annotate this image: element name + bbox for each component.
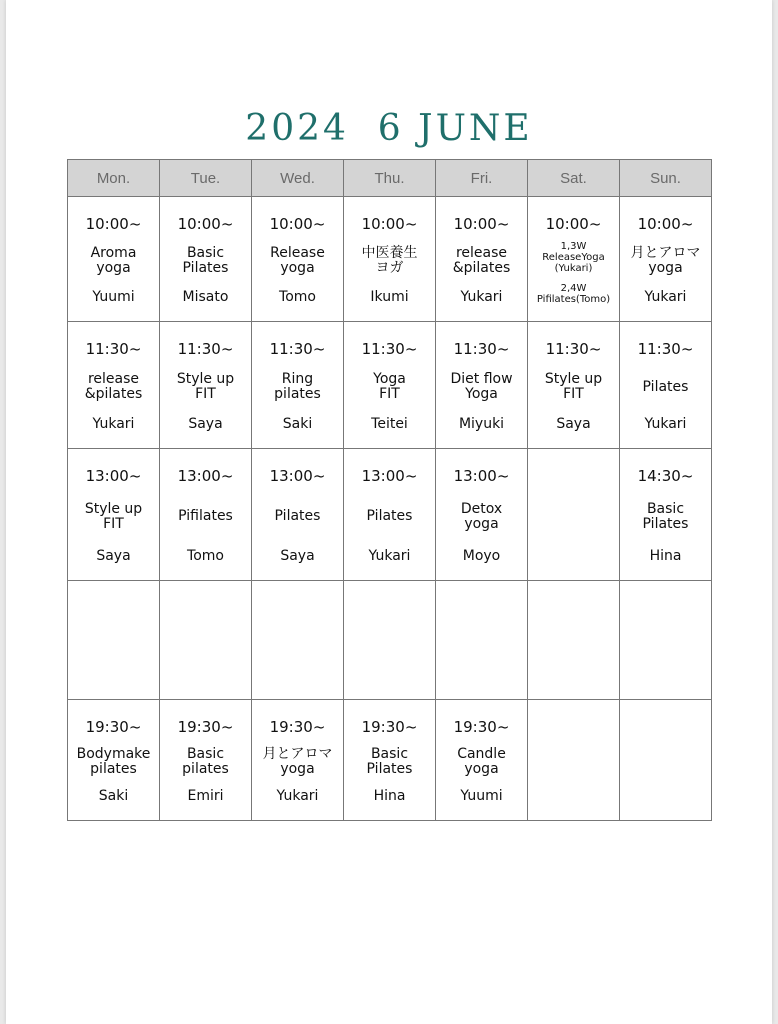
class-name: Yoga FIT [373, 371, 406, 402]
schedule-cell-sat [528, 581, 620, 700]
class-time: 19:30~ [361, 718, 418, 736]
schedule-cell-fri [436, 581, 528, 700]
schedule-cell-sat [528, 197, 620, 322]
class-name: 月とアロマ yoga [262, 746, 333, 777]
page-title: 2024 6 JUNE [245, 108, 533, 149]
schedule-table [67, 159, 712, 821]
schedule-cell-sun [620, 449, 712, 581]
schedule-cell-mon [68, 700, 160, 821]
schedule-cell-wed [252, 700, 344, 821]
day-header-row [68, 160, 712, 197]
schedule-cell-fri [436, 322, 528, 449]
instructor-name: Saya [188, 416, 223, 432]
instructor-name: Misato [182, 289, 229, 305]
instructor-name: Saya [556, 416, 591, 432]
schedule-cell-mon [68, 197, 160, 322]
schedule-row [68, 581, 712, 700]
instructor-name: Miyuki [458, 416, 505, 432]
class-time: 19:30~ [453, 718, 510, 736]
instructor-name: Yukari [368, 548, 411, 564]
schedule-cell-sun [620, 322, 712, 449]
instructor-name: Yuumi [92, 289, 135, 305]
class-name: Style up FIT [84, 500, 143, 532]
schedule-cell-tue [160, 322, 252, 449]
instructor-name: Saya [280, 548, 315, 564]
class-name: Pilates [642, 378, 689, 395]
instructor-name: Hina [373, 788, 406, 804]
instructor-name: Saki [282, 416, 313, 432]
class-time: 11:30~ [85, 340, 142, 358]
schedule-cell-thu [344, 197, 436, 322]
schedule-cell-mon [68, 322, 160, 449]
class-name: 月とアロマ yoga [630, 245, 701, 276]
class-time: 13:00~ [177, 467, 234, 485]
class-name: release &pilates [84, 371, 143, 402]
schedule-cell-sun [620, 581, 712, 700]
class-name: Pilates [366, 508, 413, 524]
class-time: 19:30~ [269, 718, 326, 736]
instructor-name: Tomo [187, 548, 224, 564]
class-name: Basic Pilates [642, 500, 689, 532]
class-name: Candle yoga [457, 746, 506, 777]
class-time: 13:00~ [269, 467, 326, 485]
instructor-name: Yukari [92, 416, 135, 432]
instructor-name: Moyo [462, 548, 501, 564]
day-header-mon: Mon. [68, 160, 160, 197]
day-header-sun: Sun. [620, 160, 712, 197]
schedule-cell-mon [68, 581, 160, 700]
class-time: 14:30~ [637, 467, 694, 485]
instructor-name: Yukari [276, 788, 319, 804]
instructor-name: Yukari [644, 289, 687, 305]
class-name: Detox yoga [460, 500, 503, 532]
class-time: 11:30~ [453, 340, 510, 358]
schedule-cell-thu [344, 700, 436, 821]
class-name: Basic Pilates [366, 746, 413, 777]
class-name: Ring pilates [274, 371, 321, 402]
class-name: Release yoga [270, 245, 325, 276]
schedule-row [68, 322, 712, 449]
class-time: 19:30~ [85, 718, 142, 736]
class-time: 11:30~ [361, 340, 418, 358]
class-note: 1,3W ReleaseYoga (Yukari) [542, 241, 605, 274]
class-name: Style up FIT [176, 371, 235, 402]
schedule-row [68, 449, 712, 581]
schedule-cell-wed [252, 197, 344, 322]
schedule-cell-wed [252, 449, 344, 581]
class-time: 10:00~ [545, 215, 602, 233]
class-time: 13:00~ [361, 467, 418, 485]
instructor-name: Teitei [371, 416, 408, 432]
class-name: Pifilates [178, 508, 233, 524]
schedule-row [68, 197, 712, 322]
schedule-cell-sun [620, 700, 712, 821]
instructor-name: Yuumi [460, 788, 503, 804]
instructor-name: Yukari [460, 289, 503, 305]
class-time: 10:00~ [637, 215, 694, 233]
class-time: 10:00~ [85, 215, 142, 233]
class-time: 11:30~ [637, 340, 694, 358]
day-header-thu: Thu. [344, 160, 436, 197]
instructor-name: Ikumi [370, 289, 409, 305]
day-header-tue: Tue. [160, 160, 252, 197]
schedule-cell-tue [160, 449, 252, 581]
class-time: 11:30~ [269, 340, 326, 358]
class-time: 13:00~ [85, 467, 142, 485]
schedule-cell-sat [528, 449, 620, 581]
schedule-cell-wed [252, 581, 344, 700]
schedule-cell-fri [436, 700, 528, 821]
schedule-cell-mon [68, 449, 160, 581]
instructor-name: Hina [649, 548, 682, 564]
class-time: 10:00~ [453, 215, 510, 233]
class-name: Basic Pilates [182, 245, 229, 276]
schedule-cell-sat [528, 322, 620, 449]
class-time: 19:30~ [177, 718, 234, 736]
schedule-cell-tue [160, 197, 252, 322]
class-name: Pilates [274, 508, 321, 524]
instructor-name: Emiri [187, 788, 224, 804]
schedule-cell-thu [344, 581, 436, 700]
schedule-cell-tue [160, 700, 252, 821]
class-name: Diet flow Yoga [450, 371, 513, 402]
schedule-row [68, 700, 712, 821]
class-name: Basic pilates [182, 746, 229, 777]
schedule-cell-sat [528, 700, 620, 821]
schedule-cell-fri [436, 197, 528, 322]
class-name: Bodymake pilates [76, 746, 151, 777]
schedule-cell-sun [620, 197, 712, 322]
instructor-name: Yukari [644, 416, 687, 432]
class-name: Style up FIT [544, 371, 603, 402]
schedule-cell-thu [344, 322, 436, 449]
class-time: 10:00~ [361, 215, 418, 233]
class-time: 11:30~ [177, 340, 234, 358]
class-name: release &pilates [452, 245, 511, 276]
day-header-wed: Wed. [252, 160, 344, 197]
class-time: 13:00~ [453, 467, 510, 485]
class-time: 10:00~ [269, 215, 326, 233]
class-name: Aroma yoga [90, 245, 137, 276]
schedule-cell-tue [160, 581, 252, 700]
class-note: 2,4W Pifilates(Tomo) [536, 283, 611, 305]
instructor-name: Saya [96, 548, 131, 564]
schedule-cell-thu [344, 449, 436, 581]
class-time: 11:30~ [545, 340, 602, 358]
class-name: 中医養生 ヨガ [361, 245, 418, 276]
instructor-name: Saki [98, 788, 129, 804]
schedule-cell-fri [436, 449, 528, 581]
schedule-cell-wed [252, 322, 344, 449]
day-header-fri: Fri. [436, 160, 528, 197]
instructor-name: Tomo [279, 289, 316, 305]
day-header-sat: Sat. [528, 160, 620, 197]
class-time: 10:00~ [177, 215, 234, 233]
